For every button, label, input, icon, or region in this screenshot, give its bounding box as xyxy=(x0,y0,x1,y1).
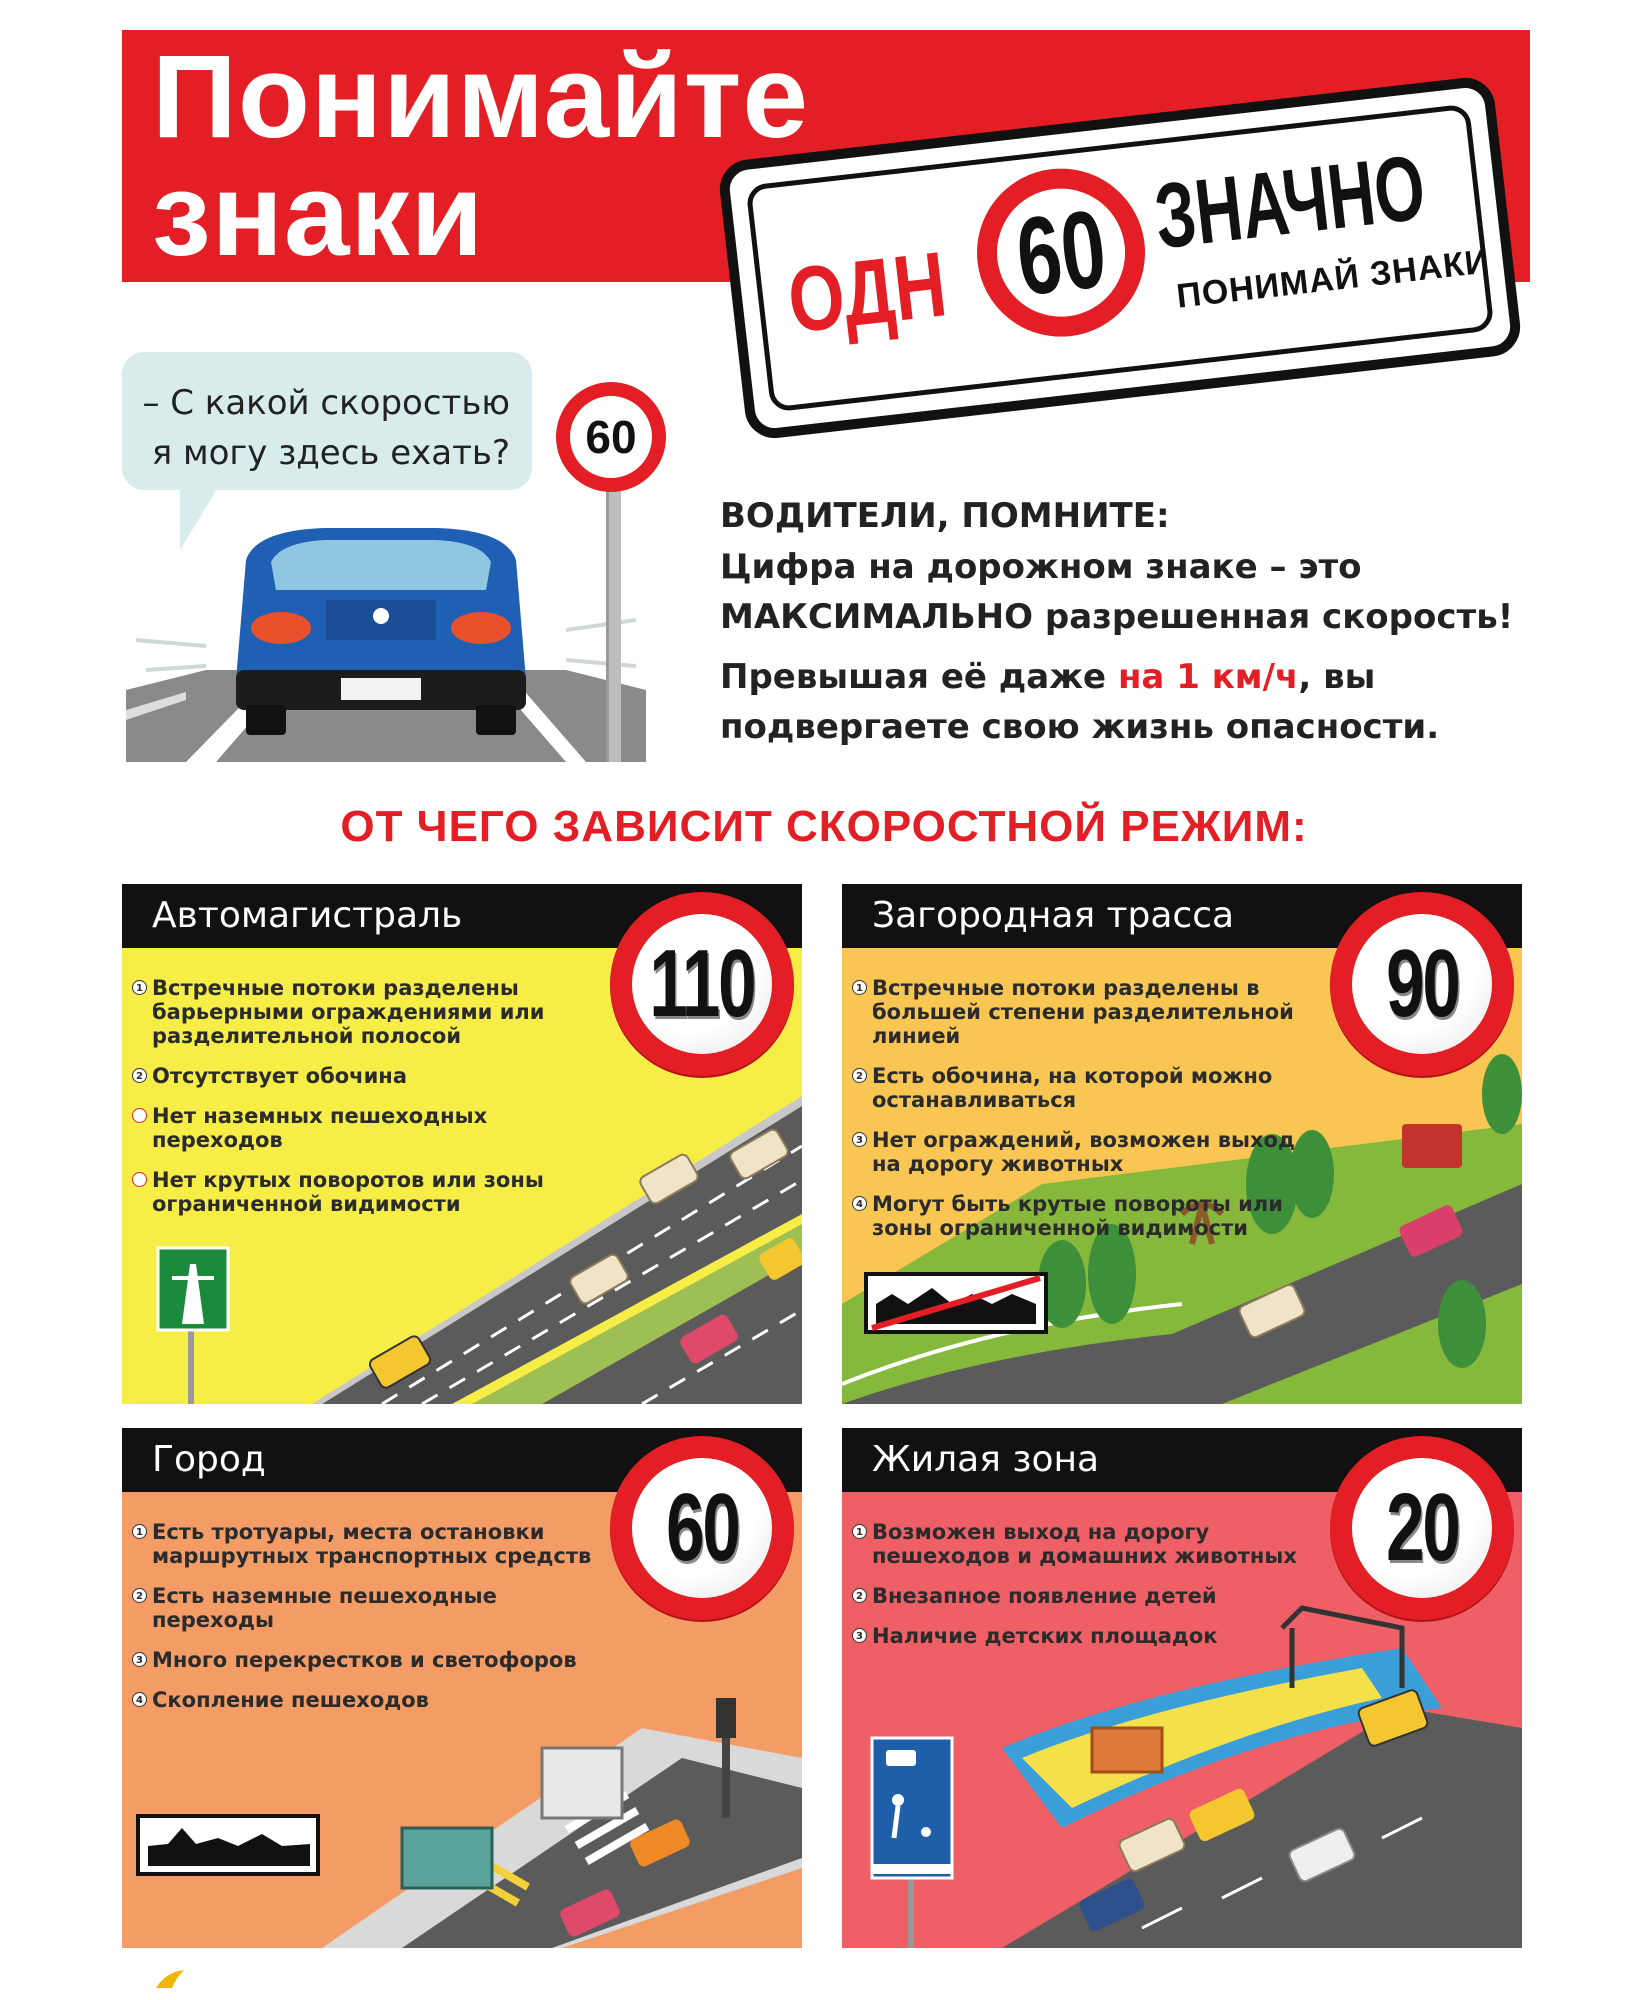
info-line-2: МАКСИМАЛЬНО разрешенная скорость! xyxy=(720,597,1514,637)
speed-limit-60-sign-icon: 60 xyxy=(610,1436,794,1620)
panel-title: Загородная трасса xyxy=(842,884,1522,948)
feature-list xyxy=(852,976,1322,1256)
panel-country-road xyxy=(842,884,1522,1404)
list-item: 3 Нет ограждений, возможен выход на дорогу животных xyxy=(852,1128,1322,1176)
info-warning: Превышая её даже на 1 км/ч, вы подвергаете свою жизнь опасности. xyxy=(720,657,1440,747)
speed-limit-20-sign-icon: 20 xyxy=(1330,1436,1514,1620)
plate-left-text: ОДН xyxy=(783,233,952,353)
page-title xyxy=(152,31,810,281)
panel-title: Жилая зона xyxy=(842,1428,1522,1492)
list-item: 4 Скопление пешеходов xyxy=(132,1688,602,1712)
list-item: 4 Могут быть крутые повороты или зоны ограниченной видимости xyxy=(852,1192,1322,1240)
plate-subtitle: ПОНИМАЙ ЗНАКИ xyxy=(1174,242,1493,316)
sign-pole xyxy=(606,480,621,762)
info-block xyxy=(720,490,1600,752)
panel-title: Город xyxy=(122,1428,802,1492)
logo-fragment-icon xyxy=(154,1968,194,1988)
panel-highway xyxy=(122,884,802,1404)
plate-right-text: ЗНАЧНО xyxy=(1149,136,1431,269)
feature-list xyxy=(132,1520,602,1728)
feature-list xyxy=(852,1520,1322,1664)
speech-bubble-text: – С какой скоростью я могу здесь ехать? xyxy=(142,383,510,473)
section-title: ОТ ЧЕГО ЗАВИСИТ СКОРОСТНОЙ РЕЖИМ: xyxy=(340,802,1308,851)
info-line-1: Цифра на дорожном знаке – это xyxy=(720,547,1362,587)
panel-title: Автомагистраль xyxy=(122,884,802,948)
list-item: 2 Внезапное появление детей xyxy=(852,1584,1322,1608)
speed-limit-60-sign-icon: 60 xyxy=(556,382,666,492)
list-item: 3 Много перекрестков и светофоров xyxy=(132,1648,602,1672)
list-item: 2 Есть наземные пешеходные переходы xyxy=(132,1584,602,1632)
info-heading: ВОДИТЕЛИ, ПОМНИТЕ: xyxy=(720,496,1170,536)
car-illustration xyxy=(126,520,646,762)
list-item: 2 Отсутствует обочина xyxy=(132,1064,602,1088)
panel-city xyxy=(122,1428,802,1948)
list-item: 3 Наличие детских площадок xyxy=(852,1624,1322,1648)
list-item: 1 Возможен выход на дорогу пешеходов и домашних животных xyxy=(852,1520,1322,1568)
feature-list xyxy=(132,976,602,1232)
list-item: 1 Встречные потоки разделены в большей степени разделительной линией xyxy=(852,976,1322,1048)
list-item: Нет наземных пешеходных переходов xyxy=(132,1104,602,1152)
list-item: 2 Есть обочина, на которой можно останавливаться xyxy=(852,1064,1322,1112)
plate-speed-sign-icon: 60 xyxy=(968,160,1154,346)
list-item: Нет крутых поворотов или зоны ограниченной видимости xyxy=(132,1168,602,1216)
list-item: 1 Есть тротуары, места остановки маршрутных транспортных средств xyxy=(132,1520,602,1568)
speed-limit-110-sign-icon: 110 xyxy=(610,892,794,1076)
speed-limit-90-sign-icon: 90 xyxy=(1330,892,1514,1076)
title-line-2: знаки xyxy=(152,149,485,281)
title-line-1: Понимайте xyxy=(152,31,810,163)
list-item: 1 Встречные потоки разделены барьерными ограждениями или разделительной полосой xyxy=(132,976,602,1048)
panel-residential xyxy=(842,1428,1522,1948)
